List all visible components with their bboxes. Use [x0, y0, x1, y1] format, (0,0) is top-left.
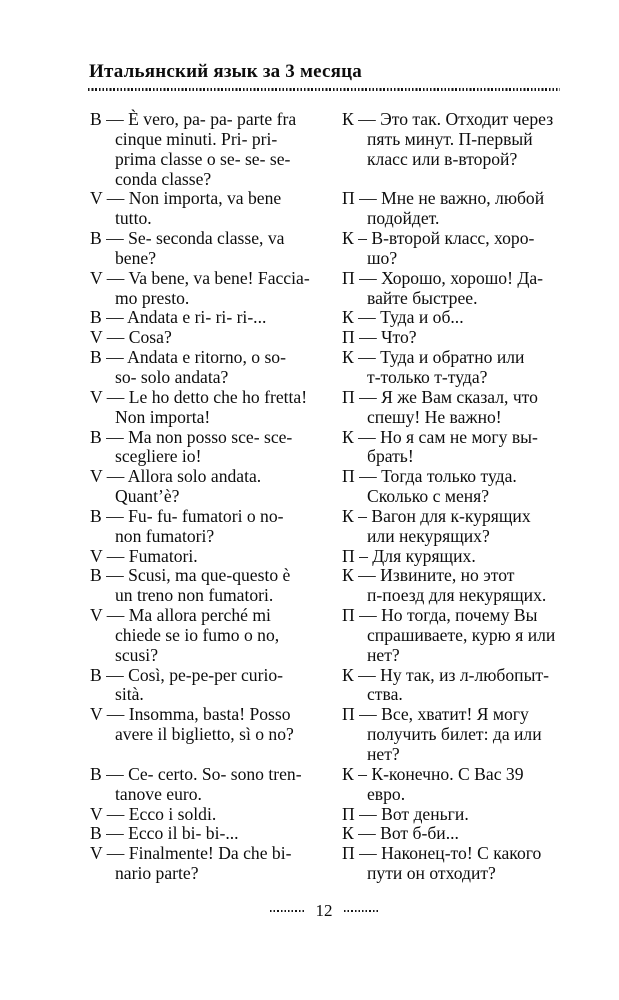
- dialogue-column-italian: [90, 110, 332, 884]
- dialogue-line: nario parte?: [115, 863, 199, 884]
- dialogue-line: chiede se io fumo o no,: [115, 624, 280, 645]
- dialogue-line: К — Но я сам не могу вы-: [342, 426, 538, 447]
- dialogue-paragraph: [90, 189, 332, 229]
- dialogue-paragraph: [342, 824, 572, 844]
- dialogue-paragraph: [342, 388, 572, 428]
- dialogue-paragraph: [90, 844, 332, 884]
- dialogue-line: tanove euro.: [115, 783, 202, 804]
- dialogue-line: B — Ce- certo. So- sono tren-: [90, 763, 302, 784]
- dialogue-line: tutto.: [115, 208, 152, 229]
- dialogue-paragraph: [342, 110, 572, 170]
- dialogue-paragraph: [90, 428, 332, 468]
- dialogue-line: К – Вагон для к-курящих: [342, 505, 531, 526]
- dialogue-line: V — Insomma, basta! Posso: [90, 704, 291, 725]
- dialogue-paragraph: [90, 507, 332, 547]
- footer-dots-left: [270, 910, 305, 913]
- dialogue-paragraph: [90, 765, 332, 805]
- dialogue-line: П — Тогда только туда.: [342, 466, 517, 487]
- dialogue-line: B — Ma non posso sce- sce-: [90, 426, 293, 447]
- dialogue-paragraph: [342, 428, 572, 468]
- dialogue-paragraph: [90, 110, 332, 189]
- dialogue-paragraph: [90, 566, 332, 606]
- dialogue-line: Non importa!: [115, 406, 211, 427]
- dialogue-line: un treno non fumatori.: [115, 585, 274, 606]
- dialogue-line: V — Fumatori.: [90, 545, 198, 566]
- dialogue-paragraph: [90, 666, 332, 706]
- dialogue-line: V — Non importa, va bene: [90, 188, 282, 209]
- dialogue-line: К — Извините, но этот: [342, 565, 515, 586]
- dialogue-line: К – К-конечно. С Вас 39: [342, 763, 524, 784]
- dialogue-paragraph: [342, 705, 572, 765]
- dialogue-paragraph: [342, 844, 572, 884]
- paragraph-gap: [90, 745, 332, 765]
- dialogue-paragraph: [342, 547, 572, 567]
- dialogue-paragraph: [90, 606, 332, 666]
- dialogue-line: или некурящих?: [367, 525, 490, 546]
- dialogue-line: bene?: [115, 247, 157, 268]
- dialogue-paragraph: [90, 328, 332, 348]
- dialogue-line: П — Вот деньги.: [342, 803, 469, 824]
- dialogue-line: П — Хорошо, хорошо! Да-: [342, 267, 544, 288]
- dialogue-line: B — Scusi, ma que-questo è: [90, 565, 291, 586]
- dialogue-line: евро.: [367, 783, 406, 804]
- dialogue-line: V — Ecco i soldi.: [90, 803, 217, 824]
- dialogue-line: so- solo andata?: [115, 366, 229, 387]
- dialogue-paragraph: [90, 805, 332, 825]
- dialogue-line: mo presto.: [115, 287, 190, 308]
- dialogue-line: B — Se- seconda classe, va: [90, 228, 285, 249]
- dialogue-line: К — Вот б-би...: [342, 823, 459, 844]
- dialogue-line: пять минут. П-первый: [367, 128, 533, 149]
- dialogue-line: К – В-второй класс, хоро-: [342, 228, 535, 249]
- dialogue-line: B — Fu- fu- fumatori o no-: [90, 505, 284, 526]
- dialogue-line: спешу! Не важно!: [367, 406, 502, 427]
- dialogue-line: B — Ecco il bi- bi-...: [90, 823, 239, 844]
- dialogue-line: scegliere io!: [115, 446, 202, 467]
- dialogue-line: К — Ну так, из л-любопыт-: [342, 664, 549, 685]
- dialogue-paragraph: [342, 189, 572, 229]
- dialogue-column-russian: [342, 110, 572, 884]
- footer-dots-right: [344, 910, 379, 913]
- header-divider-rule: [88, 88, 560, 91]
- dialogue-paragraph: [342, 328, 572, 348]
- dialogue-line: брать!: [367, 446, 414, 467]
- dialogue-line: вайте быстрее.: [367, 287, 478, 308]
- dialogue-line: B — È vero, pa- pa- parte fra: [90, 109, 297, 129]
- book-title: Итальянский язык за 3 месяца: [89, 61, 362, 82]
- dialogue-line: получить билет: да или: [367, 724, 542, 745]
- dialogue-line: prima classe o se- se- se-: [115, 148, 291, 169]
- dialogue-paragraph: [342, 606, 572, 666]
- dialogue-line: класс или в-второй?: [367, 148, 518, 169]
- dialogue-paragraph: [90, 348, 332, 388]
- dialogue-line: п-поезд для некурящих.: [367, 585, 547, 606]
- dialogue-line: V — Finalmente! Da che bi-: [90, 843, 292, 864]
- dialogue-line: нет?: [367, 744, 400, 764]
- dialogue-line: П — Мне не важно, любой: [342, 188, 545, 209]
- dialogue-line: П — Наконец-то! С какого: [342, 843, 542, 864]
- dialogue-line: B — Andata e ritorno, o so-: [90, 347, 286, 368]
- dialogue-paragraph: [90, 269, 332, 309]
- dialogue-line: V — Ma allora perché mi: [90, 605, 271, 626]
- dialogue-paragraph: [342, 229, 572, 269]
- dialogue-line: П — Но тогда, почему Вы: [342, 605, 538, 626]
- dialogue-line: B — Così, pe-pe-per curio-: [90, 664, 283, 685]
- dialogue-paragraph: [342, 467, 572, 507]
- dialogue-paragraph: [90, 308, 332, 328]
- dialogue-paragraph: [342, 805, 572, 825]
- dialogue-paragraph: [342, 269, 572, 309]
- dialogue-line: avere il biglietto, sì o no?: [115, 724, 294, 745]
- dialogue-line: conda classe?: [115, 168, 212, 189]
- dialogue-line: К — Это так. Отходит через: [342, 109, 554, 129]
- dialogue-line: К — Туда и обратно или: [342, 347, 525, 368]
- dialogue-line: B — Andata e ri- ri- ri-...: [90, 307, 267, 328]
- dialogue-line: scusi?: [115, 644, 158, 665]
- dialogue-line: подойдет.: [367, 208, 440, 229]
- dialogue-line: sità.: [115, 684, 144, 705]
- dialogue-paragraph: [90, 547, 332, 567]
- dialogue-line: П – Для курящих.: [342, 545, 476, 566]
- dialogue-line: П — Я же Вам сказал, что: [342, 386, 538, 407]
- dialogue-line: т-только т-туда?: [367, 366, 488, 387]
- page-footer: [88, 901, 560, 921]
- dialogue-line: V — Cosa?: [90, 327, 172, 348]
- dialogue-paragraph: [90, 229, 332, 269]
- dialogue-line: П — Все, хватит! Я могу: [342, 704, 529, 725]
- dialogue-line: нет?: [367, 644, 400, 665]
- dialogue-paragraph: [342, 765, 572, 805]
- dialogue-line: V — Le ho detto che ho fretta!: [90, 386, 308, 407]
- dialogue-line: спрашиваете, курю я или: [367, 624, 556, 645]
- dialogue-line: шо?: [367, 247, 398, 268]
- dialogue-line: пути он отходит?: [367, 863, 496, 884]
- dialogue-paragraph: [342, 507, 572, 547]
- dialogue-line: V — Va bene, va bene! Faccia-: [90, 267, 310, 288]
- dialogue-line: non fumatori?: [115, 525, 215, 546]
- dialogue-paragraph: [342, 348, 572, 388]
- dialogue-line: К — Туда и об...: [342, 307, 464, 328]
- dialogue-paragraph: [342, 308, 572, 328]
- paragraph-gap: [342, 170, 572, 190]
- dialogue-line: cinque minuti. Pri- pri-: [115, 128, 278, 149]
- dialogue-paragraph: [342, 666, 572, 706]
- dialogue-paragraph: [90, 705, 332, 745]
- dialogue-paragraph: [342, 566, 572, 606]
- page-number: 12: [315, 901, 333, 920]
- dialogue-line: ства.: [367, 684, 403, 705]
- dialogue-line: V — Allora solo andata.: [90, 466, 262, 487]
- dialogue-paragraph: [90, 388, 332, 428]
- dialogue-paragraph: [90, 467, 332, 507]
- dialogue-line: П — Что?: [342, 327, 417, 348]
- dialogue-line: Quant’è?: [115, 486, 180, 507]
- dialogue-paragraph: [90, 824, 332, 844]
- dialogue-line: Сколько с меня?: [367, 486, 490, 507]
